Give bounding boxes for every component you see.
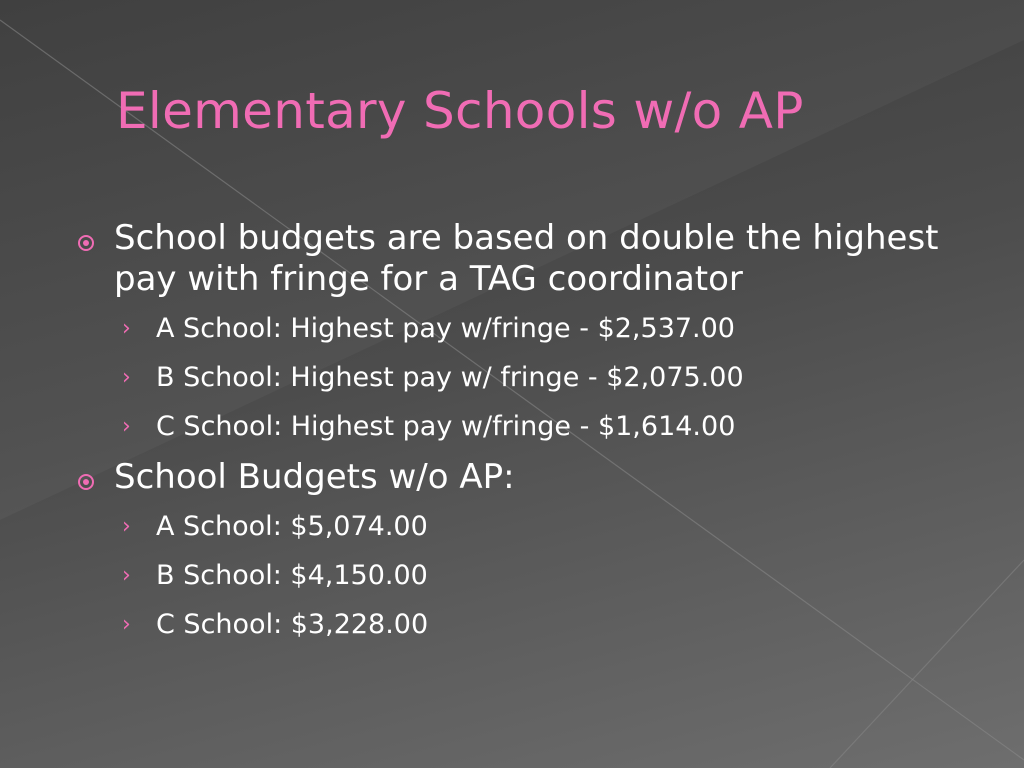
chevron-right-icon: › [122,365,131,390]
sub-bullet-item [114,600,972,649]
bullet-item [72,218,972,451]
bullet-text: School Budgets w/o AP: [114,457,515,497]
sub-bullet-item [114,502,972,551]
slide-title: Elementary Schools w/o AP [116,82,804,140]
sub-bullet-text: B School: $4,150.00 [156,560,428,591]
chevron-right-icon: › [122,563,131,588]
sub-bullet-text: C School: $3,228.00 [156,609,429,640]
sub-bullet-list [114,502,972,649]
bullet-text: School budgets are based on double the highest pay with fringe for a TAG coordinator [114,218,939,299]
chevron-right-icon: › [122,414,131,439]
sub-bullet-item [114,304,972,353]
sub-bullet-text: A School: $5,074.00 [156,511,428,542]
sub-bullet-text: B School: Highest pay w/ fringe - $2,075.00 [156,362,744,393]
sub-bullet-item [114,353,972,402]
ring-bullet-icon [78,235,94,251]
bullet-list [72,218,972,649]
chevron-right-icon: › [122,514,131,539]
sub-bullet-item [114,551,972,600]
bullet-item [72,457,972,649]
chevron-right-icon: › [122,316,131,341]
chevron-right-icon: › [122,612,131,637]
sub-bullet-item [114,402,972,451]
sub-bullet-text: C School: Highest pay w/fringe - $1,614.00 [156,411,736,442]
sub-bullet-text: A School: Highest pay w/fringe - $2,537.00 [156,313,735,344]
sub-bullet-list [114,304,972,451]
ring-bullet-icon [78,474,94,490]
